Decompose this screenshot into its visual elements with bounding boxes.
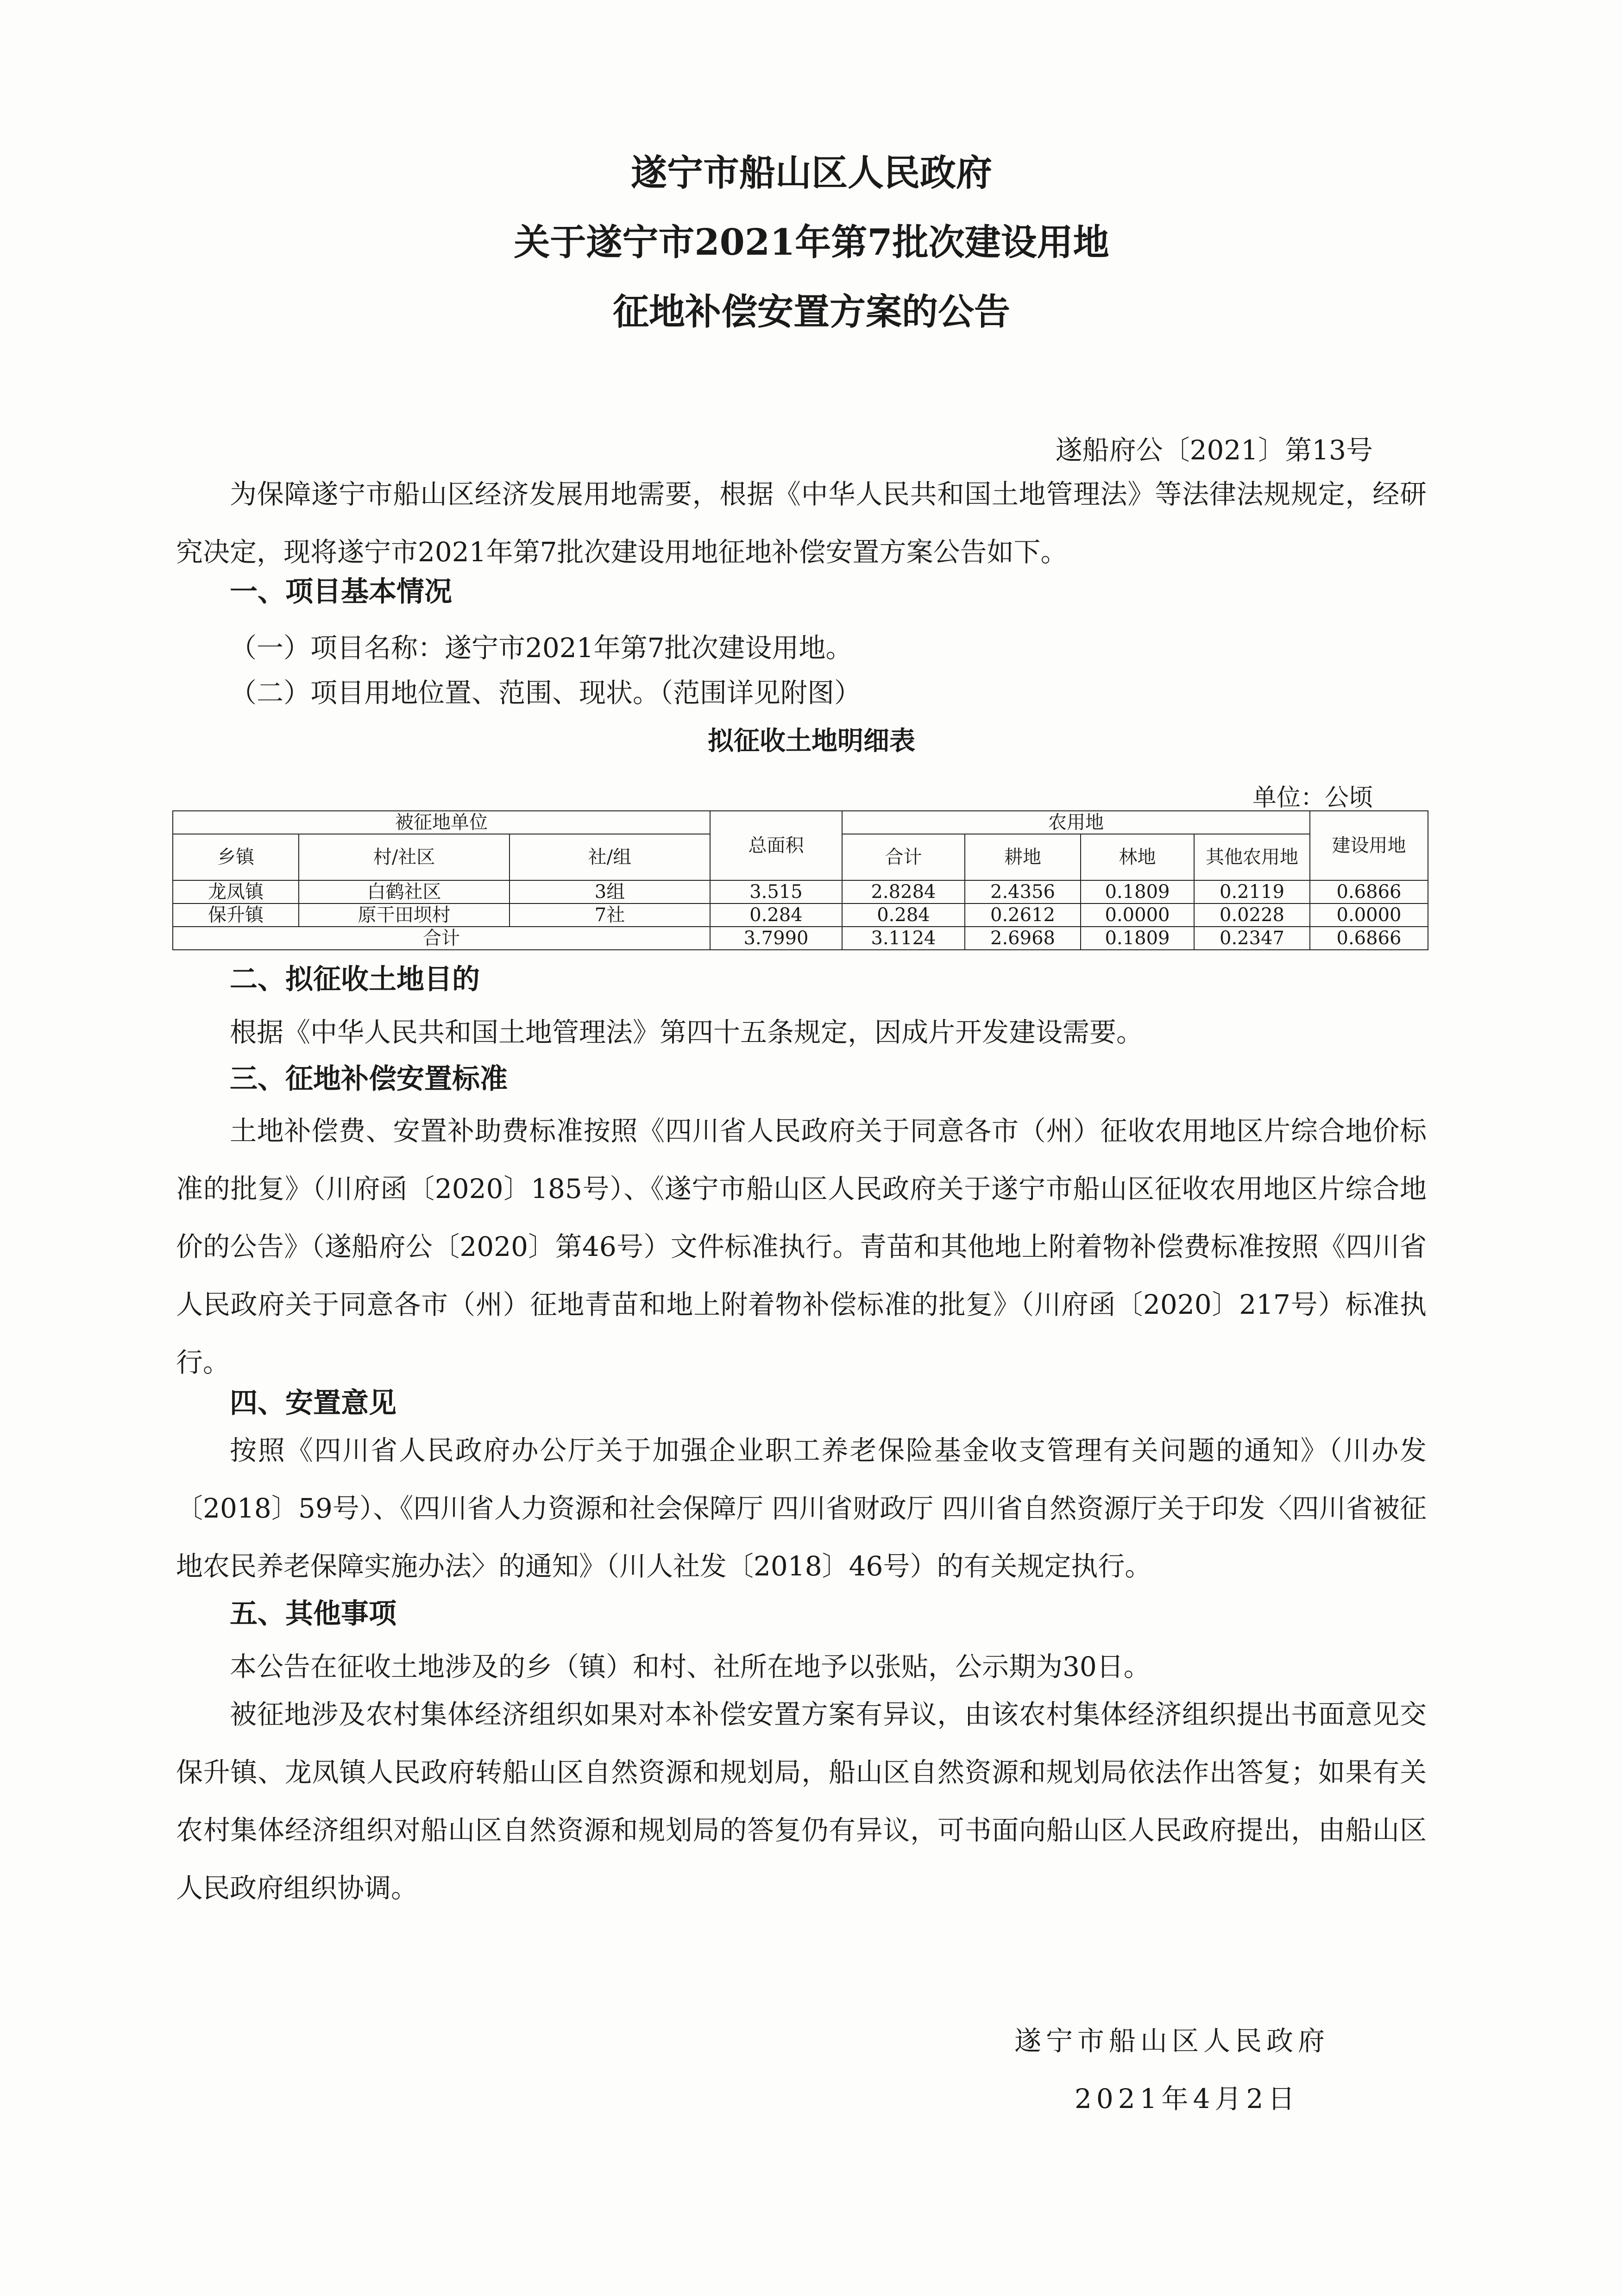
header-unit-group: 被征地单位 — [173, 811, 710, 834]
cell-group: 3组 — [510, 880, 710, 903]
table-sum-row — [173, 927, 1428, 950]
signature-org: 遂宁市船山区人民政府 — [1014, 2025, 1330, 2057]
cell-total: 3.515 — [710, 880, 842, 903]
header-total: 总面积 — [710, 811, 842, 880]
header-other-farm: 其他农用地 — [1194, 834, 1310, 880]
header-arable: 耕地 — [965, 834, 1081, 880]
cell-town: 保升镇 — [173, 903, 299, 927]
cell-construction: 0.0000 — [1310, 903, 1428, 927]
header-town: 乡镇 — [173, 834, 299, 880]
cell-forest: 0.0000 — [1081, 903, 1194, 927]
header-farmland: 农用地 — [842, 811, 1310, 834]
cell-arable: 2.4356 — [965, 880, 1081, 903]
cell-group: 7社 — [510, 903, 710, 927]
cell-sum-arable: 2.6968 — [965, 927, 1081, 950]
cell-sum-other: 0.2347 — [1194, 927, 1310, 950]
cell-sum-subtotal: 3.1124 — [842, 927, 965, 950]
cell-other: 0.0228 — [1194, 903, 1310, 927]
title-line-3: 征地补偿安置方案的公告 — [612, 291, 1010, 333]
cell-village: 白鹤社区 — [299, 880, 510, 903]
section-5-heading: 五、其他事项 — [230, 1598, 396, 1630]
cell-arable: 0.2612 — [965, 903, 1081, 927]
header-village: 村/社区 — [299, 834, 510, 880]
land-detail-table — [172, 810, 1428, 950]
signature-date: 2021年4月2日 — [1075, 2083, 1300, 2114]
cell-sum-forest: 0.1809 — [1081, 927, 1194, 950]
header-construction: 建设用地 — [1310, 811, 1428, 880]
section-2-text: 根据《中华人民共和国土地管理法》第四十五条规定，因成片开发建设需要。 — [230, 1016, 1144, 1048]
cell-sum-total: 3.7990 — [710, 927, 842, 950]
cell-construction: 0.6866 — [1310, 880, 1428, 903]
cell-total: 0.284 — [710, 903, 842, 927]
section-4-heading: 四、安置意见 — [230, 1387, 396, 1419]
cell-village: 原干田坝村 — [299, 903, 510, 927]
table-title: 拟征收土地明细表 — [708, 726, 915, 756]
section-5-text-1: 本公告在征收土地涉及的乡（镇）和村、社所在地予以张贴，公示期为30日。 — [230, 1651, 1151, 1682]
cell-forest: 0.1809 — [1081, 880, 1194, 903]
section-4-text: 按照《四川省人民政府办公厅关于加强企业职工养老保险基金收支管理有关问题的通知》（川办发〔2018〕59号）、《四川省人力资源和社会保障厅 四川省财政厅 四川省自然资源厅关于印发〈四川省被征地农民养老保障实施办法〉的通知》（川人社发〔2018〕46号）的有关规定执行。 — [176, 1435, 1427, 1582]
cell-subtotal: 0.284 — [842, 903, 965, 927]
section-3-heading: 三、征地补偿安置标准 — [230, 1063, 508, 1095]
section-3-text: 土地补偿费、安置补助费标准按照《四川省人民政府关于同意各市（州）征收农用地区片综合地价标准的批复》（川府函〔2020〕185号）、《遂宁市船山区人民政府关于遂宁市船山区征收农用地区片综合地价的公告》（遂船府公〔2020〕第46号）文件标准执行。青苗和其他地上附着物补偿费标准按照《四川省人民政府关于同意各市（州）征地青苗和地上附着物补偿标准的批复》（川府函〔2020〕217号）标准执行。 — [176, 1115, 1427, 1378]
cell-subtotal: 2.8284 — [842, 880, 965, 903]
title-line-1: 遂宁市船山区人民政府 — [630, 152, 992, 194]
table-row — [173, 903, 1428, 927]
section-1-heading: 一、项目基本情况 — [230, 576, 452, 608]
cell-sum-construction: 0.6866 — [1310, 927, 1428, 950]
header-forest: 林地 — [1081, 834, 1194, 880]
intro-paragraph: 为保障遂宁市船山区经济发展用地需要，根据《中华人民共和国土地管理法》等法律法规规定，经研究决定，现将遂宁市2021年第7批次建设用地征地补偿安置方案公告如下。 — [176, 478, 1427, 568]
section-5-text-2: 被征地涉及农村集体经济组织如果对本补偿安置方案有异议，由该农村集体经济组织提出书面意见交保升镇、龙凤镇人民政府转船山区自然资源和规划局，船山区自然资源和规划局依法作出答复；如果有关农村集体经济组织对船山区自然资源和规划局的答复仍有异议，可书面向船山区人民政府提出，由船山区人民政府组织协调。 — [176, 1699, 1427, 1904]
section-1-item-1: （一）项目名称：遂宁市2021年第7批次建设用地。 — [230, 632, 853, 664]
section-1-item-2: （二）项目用地位置、范围、现状。（范围详见附图） — [230, 677, 862, 709]
table-unit: 单位：公顷 — [1252, 784, 1373, 812]
header-subtotal: 合计 — [842, 834, 965, 880]
title-line-2: 关于遂宁市2021年第7批次建设用地 — [514, 221, 1109, 263]
cell-other: 0.2119 — [1194, 880, 1310, 903]
document-number: 遂船府公〔2021〕第13号 — [1055, 434, 1373, 466]
section-2-heading: 二、拟征收土地目的 — [230, 963, 480, 996]
cell-town: 龙凤镇 — [173, 880, 299, 903]
table-row — [173, 880, 1428, 903]
cell-sum-label: 合计 — [173, 927, 710, 950]
header-group: 社/组 — [510, 834, 710, 880]
